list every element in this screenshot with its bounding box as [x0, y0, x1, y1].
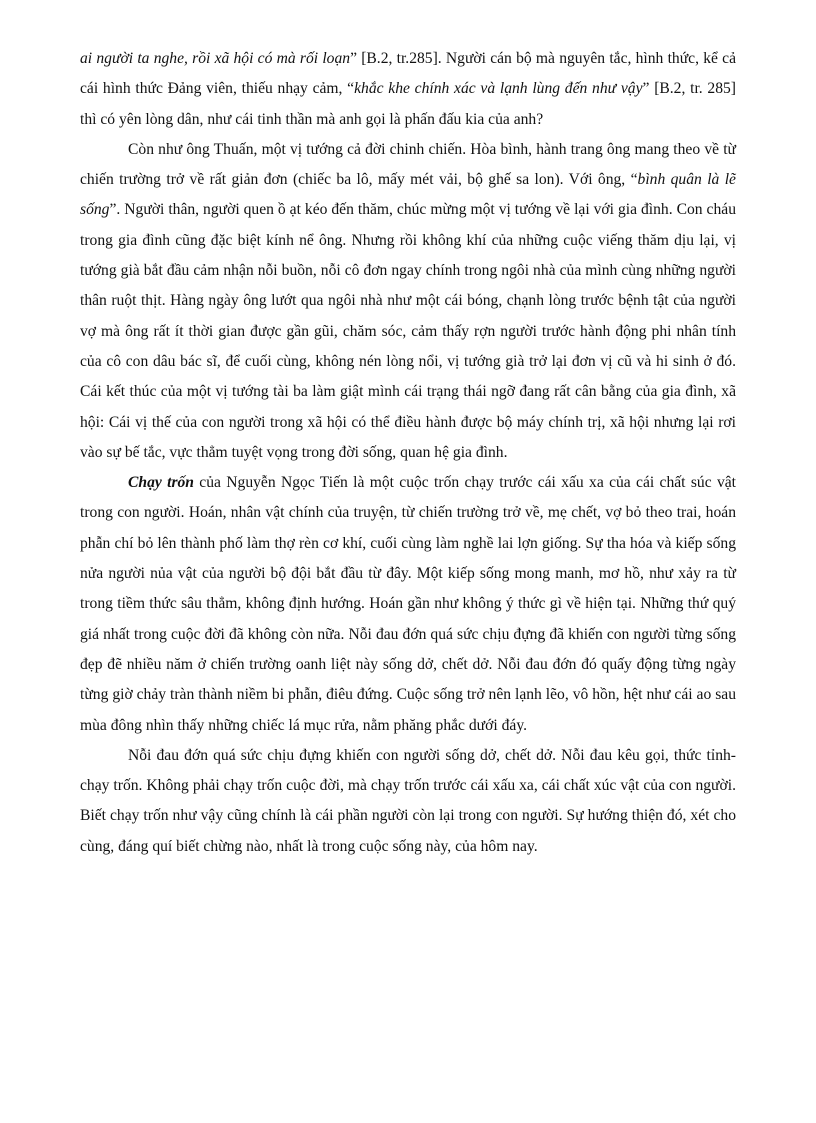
text-run: ”. Người thân, người quen ồ ạt kéo đến thăm, chúc mừng một vị tướng về lại với gia đình. Con cháu trong gia đình cũng đặc biệt kính nể ông. Nhưng rồi không khí của những cuộc viếng thăm dịu lại, vị tướng già bắt đầu cảm nhận nỗi buồn, nỗi cô đơn ngay chính trong ngôi nhà của mình cùng những người thân ruột thịt. Hàng ngày ông lướt qua ngôi nhà như một cái bóng, chạnh lòng trước bệnh tật của người vợ mà ông rất ít thời gian được gần gũi, chăm sóc, cảm thấy rợn người trước hành động phi nhân tính của cô con dâu bác sĩ, để cuối cùng, không nén lòng nổi, vị tướng già trở lại đơn vị cũ và hi sinh ở đó. Cái kết thúc của một vị tướng tài ba làm giật mình cái trạng thái ngỡ đang rất cân bằng của gia đình, xã hội: Cái vị thế của con người trong xã hội có thể điều hành được bộ máy chính trị, xã hội nhưng lại rơi vào sự bế tắc, vực thẳm tuyệt vọng trong đời sống, quan hệ gia đình. [80, 201, 736, 461]
italic-quote: bình quân là lẽ sống [80, 171, 736, 219]
text-run: của Nguyễn Ngọc Tiến là một cuộc trốn chạy trước cái xấu xa của cái chất súc vật trong con người. Hoán, nhân vật chính của truyện, từ chiến trường trở về, mẹ chết, vợ bỏ theo trai, hoán phẫn chí bỏ lên thành phố làm thợ rèn cơ khí, cuối cùng làm nghề lai lợn giống. Sự tha hóa và kiếp sống nửa người nủa vật của người bộ đội bắt đầu từ đây. Một kiếp sống mong manh, mơ hồ, như xảy ra từ trong tiềm thức sâu thẳm, không định hướng. Hoán gần như không ý thức gì về hiện tại. Những thứ quý giá nhất trong cuộc đời đã không còn nữa. Nỗi đau đớn quá sức chịu đựng đã khiến con người từng sống đẹp đẽ nhiều năm ở chiến trường oanh liệt này sống dở, chết dở. Nỗi đau đớn đó quấy động từng ngày từng giờ chảy tràn thành niềm bi phẫn, điêu đứng. Cuộc sống trở nên lạnh lẽo, vô hồn, hệt như cái ao sau mùa đông nhìn thấy những chiếc lá mục rửa, nằm phăng phắc dưới đáy. [80, 474, 736, 734]
work-title: Chạy trốn [128, 474, 194, 492]
paragraph-4 [80, 741, 736, 862]
text-run: Nỗi đau đớn quá sức chịu đựng khiến con người sống dở, chết dở. Nỗi đau kêu gọi, thức tỉnh- chạy trốn. Không phải chạy trốn cuộc đời, mà chạy trốn trước cái xấu xa, cái chất xúc vật của con người. Biết chạy trốn như vậy cũng chính là cái phần người còn lại trong con người. Sự hướng thiện đó, xét cho cùng, đáng quí biết chừng nào, nhất là trong cuộc sống này, của hôm nay. [80, 746, 736, 855]
text-run: ” [B.2, tr.285]. Người cán bộ mà nguyên tắc, hình thức, kể cả cái hình thức Đảng viên, thiếu nhạy cảm, “ [80, 50, 736, 98]
paragraph-3 [80, 468, 736, 741]
text-run: Còn như ông Thuấn, một vị tướng cả đời chinh chiến. Hòa bình, hành trang ông mang theo về từ chiến trường trở về rất giản đơn (chiếc ba lô, mấy mét vải, bộ ghế sa lon). Với ông, “ [80, 140, 736, 189]
text-run: ” [B.2, tr. 285] thì có yên lòng dân, như cái tinh thần mà anh gọi là phấn đấu kia của anh? [80, 80, 736, 128]
italic-quote: khắc khe chính xác và lạnh lùng đến như vậy [354, 80, 643, 98]
document-page [80, 44, 736, 862]
paragraph-2 [80, 135, 736, 468]
paragraph-1 [80, 44, 736, 135]
italic-quote: ai người ta nghe, rồi xã hội có mà rối loạn [80, 50, 351, 67]
